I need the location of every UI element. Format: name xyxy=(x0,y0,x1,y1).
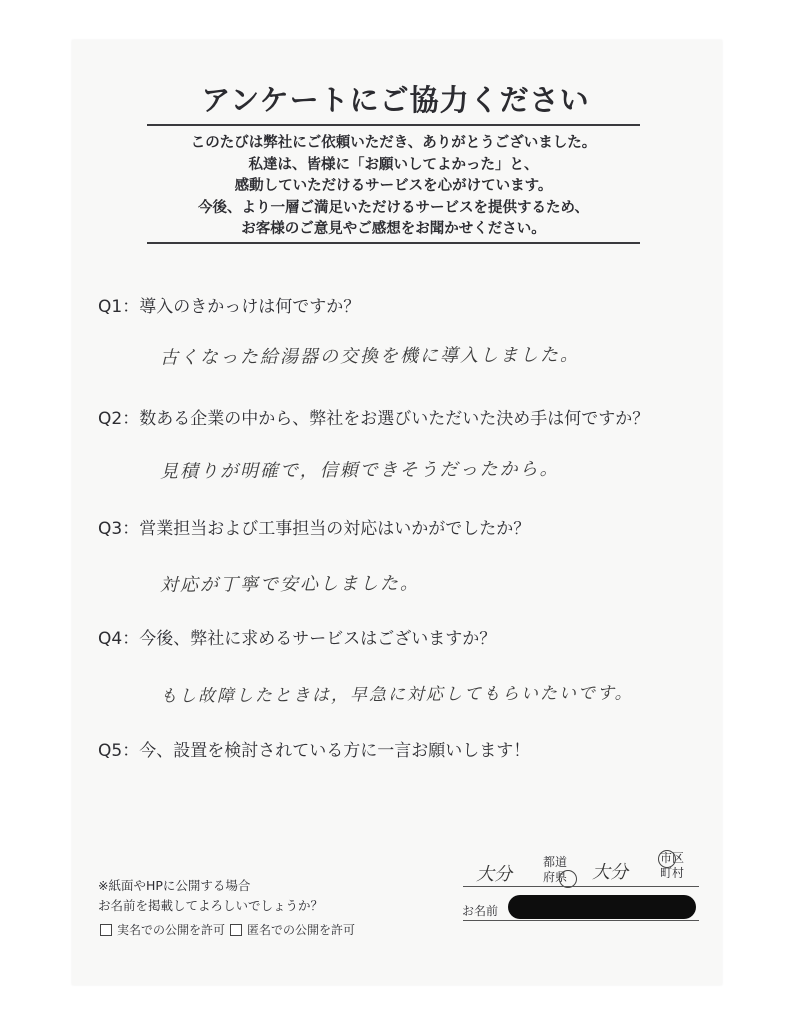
city-suffix-line: 市区 xyxy=(660,851,685,865)
real-name-checkbox[interactable] xyxy=(100,924,112,936)
answer-3: 対応が丁寧で安心しました。 xyxy=(159,573,421,596)
intro-line: このたびは弊社にご依頼いただき、ありがとうございました。 xyxy=(190,134,597,151)
anonymous-label: 匿名での公開を許可 xyxy=(247,923,356,937)
intro-line: お客様のご意見やご感想をお聞かせください。 xyxy=(241,220,546,237)
anonymous-checkbox[interactable] xyxy=(230,924,242,936)
question-4: Q4：今後、弊社に求めるサービスはございますか？ xyxy=(98,629,497,649)
address-underline xyxy=(463,886,699,887)
name-underline xyxy=(463,920,699,921)
intro-line: 私達は、皆様に「お願いしてよかった」と、 xyxy=(248,155,539,173)
prefecture-handwritten: 大分 xyxy=(476,864,512,885)
intro-line: 感動していただけるサービスを心がけています。 xyxy=(234,177,553,194)
intro-line: 今後、より一層ご満足いただけるサービスを提供するため、 xyxy=(198,198,589,216)
city-circle-mark xyxy=(658,850,676,868)
answer-1: 古くなった給湯器の交換を機に導入しました。 xyxy=(159,344,581,369)
anonymous-option[interactable] xyxy=(230,921,355,938)
question-3: Q3：営業担当および工事担当の対応はいかがでしたか？ xyxy=(98,519,531,539)
real-name-label: 実名での公開を許可 xyxy=(117,923,226,937)
publish-note-line: お名前を掲載してよろしいでしょうか？ xyxy=(98,898,324,913)
answer-4: もし故障したときは，早急に対応してもらいたいです。 xyxy=(159,683,634,707)
city-suffix-line: 町村 xyxy=(660,866,685,880)
publish-note-line: ※紙面やHPに公開する場合 xyxy=(98,878,251,893)
city-handwritten: 大分 xyxy=(592,862,628,883)
prefecture-suffix-line: 府県 xyxy=(543,870,568,884)
publish-note xyxy=(98,876,323,916)
page-title: アンケートにご協力ください xyxy=(201,83,590,117)
redacted-name xyxy=(508,895,696,919)
real-name-option[interactable] xyxy=(100,921,225,938)
question-1: Q1：導入のきかっけは何ですか？ xyxy=(98,297,361,317)
question-2: Q2：数ある企業の中から、弊社をお選びいただいた決め手は何ですか？ xyxy=(98,409,650,429)
intro-text xyxy=(147,132,640,240)
answer-2: 見積りが明確で，信頼できそうだったから。 xyxy=(159,458,560,483)
question-5: Q5：今、設置を検討されている方に一言お願いします！ xyxy=(98,741,531,761)
name-label: お名前 xyxy=(462,904,499,918)
title-rule-bottom xyxy=(147,242,640,244)
prefecture-suffix-line: 都道 xyxy=(543,855,568,869)
title-rule-top xyxy=(147,124,640,126)
